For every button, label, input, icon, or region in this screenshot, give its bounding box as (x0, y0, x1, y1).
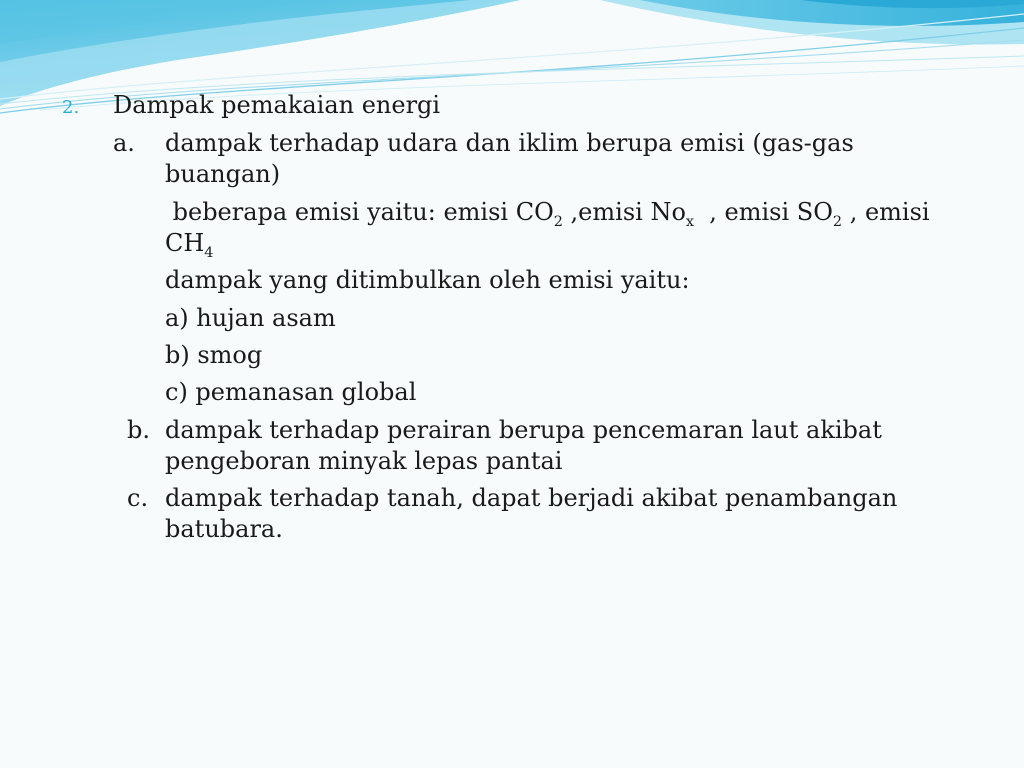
item-a-marker: a. (113, 129, 135, 157)
item-c-text-line: batubara. (165, 515, 283, 543)
item-a-text-line: dampak terhadap udara dan iklim berupa emisi (gas-gas (165, 129, 854, 157)
item-c-text-line: dampak terhadap tanah, dapat berjadi akibat penambangan (165, 484, 898, 512)
item-a-text-line: buangan) (165, 160, 281, 188)
effect-item: c) pemanasan global (165, 378, 417, 406)
list-number: 2. (62, 97, 80, 118)
item-b-text-line: pengeboran minyak lepas pantai (165, 447, 563, 475)
subscript: 4 (204, 245, 214, 262)
effects-intro: dampak yang ditimbulkan oleh emisi yaitu: (165, 266, 690, 294)
emissions-text: ,emisi No (562, 198, 686, 226)
emissions-text: beberapa emisi yaitu: emisi CO (165, 198, 554, 226)
emissions-text: , emisi (842, 198, 930, 226)
subscript: 2 (832, 214, 843, 231)
emissions-line (165, 197, 930, 231)
emissions-line (165, 228, 214, 262)
item-b-text-line: dampak terhadap perairan berupa pencemaran laut akibat (165, 416, 882, 444)
subscript: 2 (553, 214, 563, 231)
emissions-text: CH (165, 229, 205, 257)
item-b-marker: b. (127, 416, 150, 444)
effect-item: b) smog (165, 341, 263, 369)
item-c-marker: c. (127, 484, 149, 512)
emissions-text: , emisi SO (694, 198, 833, 226)
subscript: x (685, 214, 695, 231)
effect-item: a) hujan asam (165, 304, 336, 332)
heading: Dampak pemakaian energi (113, 91, 441, 119)
